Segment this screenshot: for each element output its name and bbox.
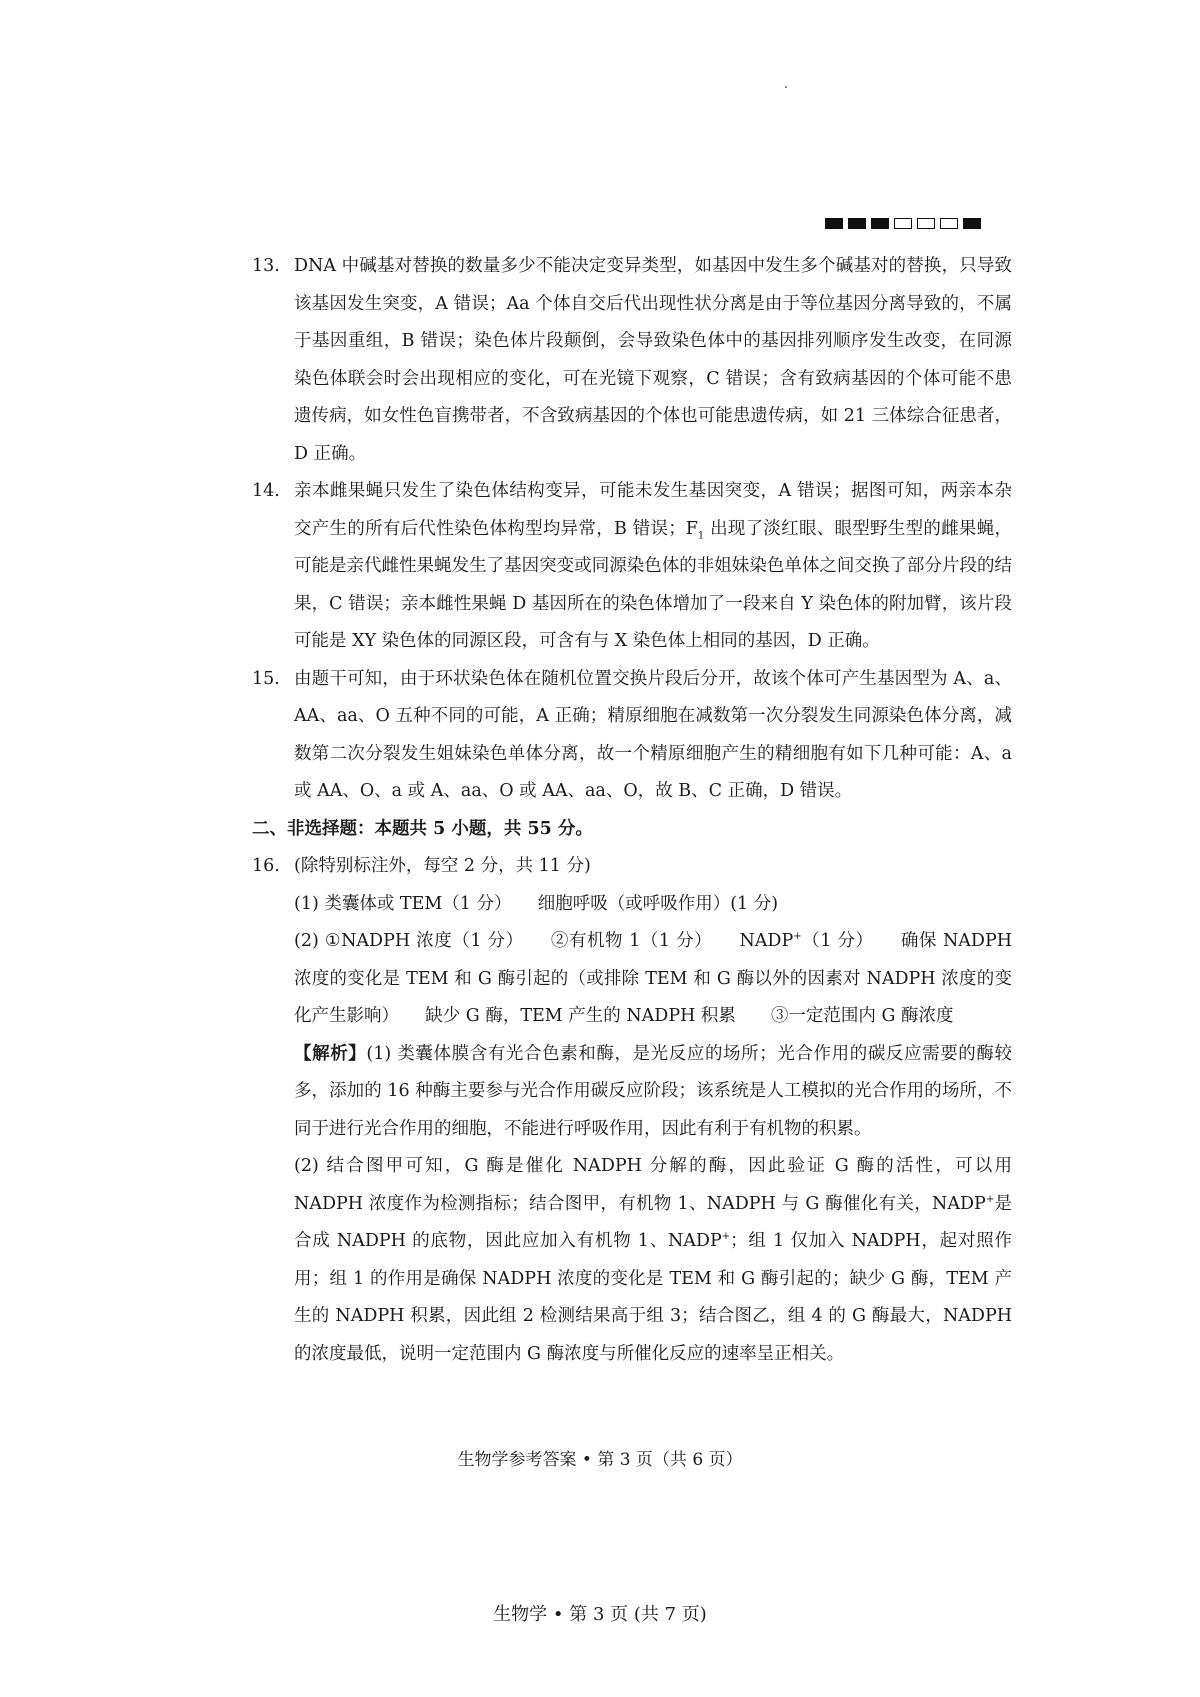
page-footer: 生物学 • 第 3 页 (共 7 页) xyxy=(493,1604,707,1625)
marker-empty xyxy=(917,218,935,229)
analysis-label: 【解析】 xyxy=(294,1043,367,1064)
scan-dot xyxy=(785,86,787,88)
text-part: (2) ①NADPH 浓度（1 分） ②有机物 1（1 分） NADP xyxy=(294,931,794,951)
superscript: + xyxy=(793,931,802,943)
text-part: 出现了淡红眼、眼型野生型的雌果蝇，可能是亲代雌性果蝇发生了基因突变或同源染色体的非姐妹染色单体之间交换了部分片段的结果，C 错误；亲本雌性果蝇 D 基因所在的染色体增加了一段来自 Y 染色体的附加臂，该片段可能是 XY 染色体的同源区段，可含有与 X 染色体上相同的基因，D 正确。 xyxy=(294,518,1012,651)
superscript: + xyxy=(721,1231,731,1243)
text-part: （1 分） 确保 NADPH 浓度的变化是 TEM 和 G 酶引起的（或排除 TEM 和 G 酶以外的因素对 NADPH 浓度的变化产生影响） 缺少 G 酶，TEM 产生的 NADPH 积累 ③一定范围内 G 酶浓度 xyxy=(294,931,1013,1026)
text-part: 亲本雌果蝇只发生了染色体结构变异，可能未发生基因突变，A 错误；据图可知，两亲本杂交产生的所有后代性染色体构型均异常，B 错误；F xyxy=(294,481,1012,539)
answer-part-2 xyxy=(252,923,1012,1036)
text-part: (1) 类囊体膜含有光合色素和酶，是光反应的场所；光合作用的碳反应需要的酶较多，添加的 16 种酶主要参与光合作用碳反应阶段；该系统是人工模拟的光合作用的场所，不同于进行光合作用的细胞，不能进行呼吸作用，因此有利于有机物的积累。 xyxy=(294,1043,1012,1139)
question-number: 14. xyxy=(252,481,280,501)
question-answer-text: 由题干可知，由于环状染色体在随机位置交换片段后分开，故该个体可产生基因型为 A、a、AA、aa、O 五种不同的可能，A 正确；精原细胞在减数第一次分裂发生同源染色体分离，减数第二次分裂发生姐妹染色单体分离，故一个精原细胞产生的精细胞有如下几种可能：A、a 或 AA、O、a 或 A、aa、O 或 AA、aa、O，故 B、C 正确，D 错误。 xyxy=(294,668,1012,801)
question-answer-text xyxy=(294,473,1012,661)
answer-footer: 生物学参考答案 • 第 3 页（共 6 页） xyxy=(457,1450,743,1470)
analysis-part-2 xyxy=(252,1148,1012,1373)
section-heading: 二、非选择题：本题共 5 小题，共 55 分。 xyxy=(252,818,593,839)
subscript: 1 xyxy=(697,530,705,541)
text-part: (2) 结合图甲可知，G 酶是催化 NADPH 分解的酶，因此验证 G 酶的活性，可以用 NADPH 浓度作为检测指标；结合图甲，有机物 1、NADPH 与 G 酶催化有关，NADP xyxy=(294,1156,1012,1214)
answer-content xyxy=(252,248,1012,1373)
marker-filled xyxy=(848,218,866,229)
marker-empty xyxy=(940,218,958,229)
marker-filled xyxy=(871,218,889,229)
question-13 xyxy=(252,248,1012,473)
question-intro: (除特别标注外，每空 2 分，共 11 分) xyxy=(294,856,591,876)
page-marker-blocks xyxy=(825,218,981,229)
question-answer-text: DNA 中碱基对替换的数量多少不能决定变异类型，如基因中发生多个碱基对的替换，只导致该基因发生突变，A 错误；Aa 个体自交后代出现性状分离是由于等位基因分离导致的，不属于基因重组，B 错误；染色体片段颠倒，会导致染色体中的基因排列顺序发生改变，在同源染色体联会时会出现相应的变化，可在光镜下观察，C 错误；含有致病基因的个体可能不患遗传病，如女性色盲携带者，不含致病基因的个体也可能患遗传病，如 21 三体综合征患者，D 正确。 xyxy=(294,256,1012,464)
question-number: 15. xyxy=(252,668,280,689)
superscript: + xyxy=(985,1193,995,1205)
answer-part-1: (1) 类囊体或 TEM（1 分） 细胞呼吸（或呼吸作用）(1 分) xyxy=(294,893,779,914)
question-number: 16. xyxy=(252,856,280,876)
question-16 xyxy=(252,848,1012,886)
marker-empty xyxy=(894,218,912,229)
question-14 xyxy=(252,473,1012,661)
analysis-part-1 xyxy=(252,1036,1012,1149)
text-part: ；组 1 仅加入 NADPH，起对照作用；组 1 的作用是确保 NADPH 浓度的变化是 TEM 和 G 酶引起的；缺少 G 酶，TEM 产生的 NADPH 积累，因此组 2 检测结果高于组 3；结合图乙，组 4 的 G 酶最大，NADPH 的浓度最低，说明一定范围内 G 酶浓度与所催化反应的速率呈正相关。 xyxy=(294,1231,1012,1364)
question-15 xyxy=(252,661,1012,811)
marker-filled xyxy=(825,218,843,229)
question-number: 13. xyxy=(252,256,280,276)
marker-filled xyxy=(963,218,981,229)
text-part: 是合成 NADPH 的底物，因此应加入有机物 1、NADP xyxy=(294,1193,1013,1251)
